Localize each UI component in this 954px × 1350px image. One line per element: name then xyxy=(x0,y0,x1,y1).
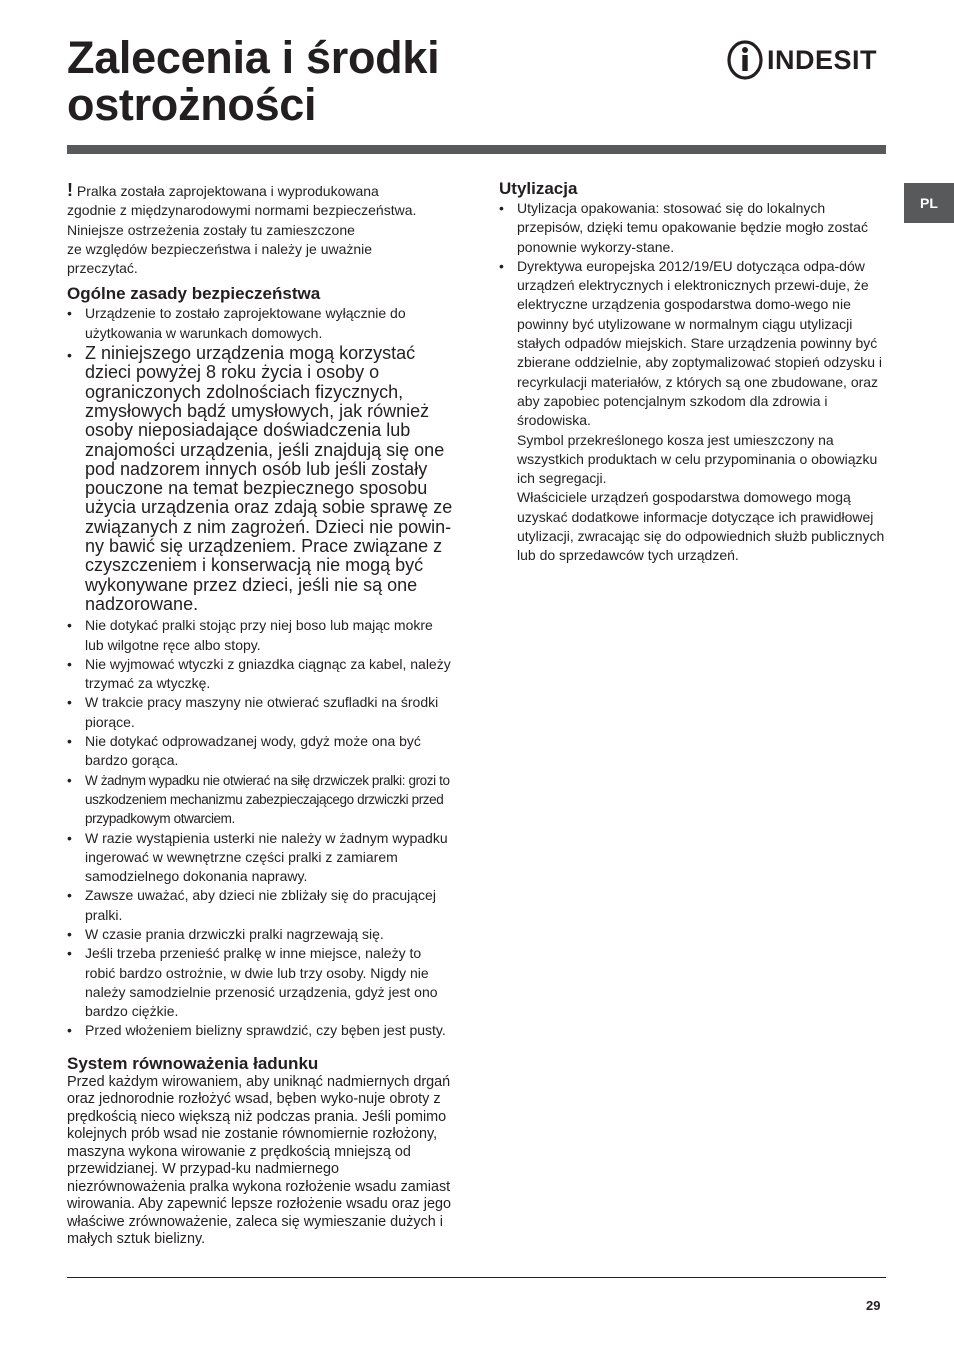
brand-logo xyxy=(726,40,877,80)
list-item: • Zawsze uważać, aby dzieci nie zbliżały się do pracującej pralki. xyxy=(67,886,455,925)
indesit-emblem-icon xyxy=(726,40,764,80)
list-item: • Jeśli trzeba przenieść pralkę w inne miejsce, należy to robić bardzo ostrożnie, w dwie lub trzy osoby. Nigdy nie należy samodzielnie przenosić urządzenia, gdyż jest ono bardzo ciężkie. xyxy=(67,944,455,1021)
list-item: • Nie dotykać odprowadzanej wody, gdyż może ona być bardzo gorąca. xyxy=(67,732,455,771)
right-column xyxy=(499,179,889,566)
list-item: • W trakcie pracy maszyny nie otwierać szufladki na środki piorące. xyxy=(67,693,455,732)
list-item: • W razie wystąpienia usterki nie należy w żadnym wypadku ingerować w wewnętrzne części pralki z zamiarem samodzielnego dokonania naprawy. xyxy=(67,829,455,887)
intro-line-4: ze względów bezpieczeństwa i należy je uważnie xyxy=(67,240,373,257)
list-item: • Przed włożeniem bielizny sprawdzić, czy bęben jest pusty. xyxy=(67,1021,455,1040)
list-item: • W żadnym wypadku nie otwierać na siłę drzwiczek pralki: grozi to uszkodzeniem mechanizmu zabezpieczającego drzwiczki przed przypadkowym otwarciem. xyxy=(67,771,455,829)
intro-line-3: Niniejsze ostrzeżenia zostały tu zamieszczone xyxy=(67,221,355,238)
list-item: • Nie dotykać pralki stojąc przy niej boso lub mając mokre lub wilgotne ręce albo stopy. xyxy=(67,616,455,655)
balance-system-heading: System równoważenia ładunku xyxy=(67,1053,319,1073)
list-item: • Urządzenie to zostało zaprojektowane wyłącznie do użytkowania w warunkach domowych. xyxy=(67,304,455,343)
bin-symbol-paragraph: Symbol przekreślonego kosza jest umieszczony na wszystkich produktach w celu przypominania o obowiązku ich segregacji. xyxy=(517,431,878,487)
balance-system-paragraph: Przed każdym wirowaniem, aby uniknąć nadmiernych drgań oraz jednorodnie rozłożyć wsad, bęben wyko-nuje obroty z prędkością nieco większą niż podczas prania. Jeśli pomimo kolejnych prób wsad nie zostanie równomiernie rozłożony, maszyna wykona wirowanie z prędkością mniejszą od przewidzianej. W przypad-ku nadmiernego niezrównoważenia pralka wykona rozłożenie wsadu zamiast wirowania. Aby zapewnić lepsze rozłożenie wsadu oraz jego właściwe zrównoważenie, zaleca się wymieszanie dużych i małych sztuk bielizny. xyxy=(67,1073,451,1248)
list-item: • Z niniejszego urządzenia mogą korzystać dzieci powyżej 8 roku życia i osoby o ograniczonych zdolnościach fizycznych, zmysłowych bądź umysłowych, jak również osoby nieposiadające doświadczenia lub znajomości urządzenia, jeśli znajdują się one pod nadzorem innych osób lub jeśli zostały pouczone na temat bezpiecznego sposobu użycia urządzenia oraz zdają sobie sprawę ze związanych z nim zagrożeń. Dzieci nie powin-ny bawić się urządzeniem. Prace związane z czyszczeniem i konserwacją nie mogą być wykonywane przez dzieci, jeśli nie są one nadzorowane. xyxy=(67,343,455,616)
disposal-list xyxy=(499,199,889,566)
intro-line-1: Pralka została zaprojektowana i wyprodukowana xyxy=(76,183,379,199)
language-tab: PL xyxy=(904,183,954,223)
intro-line-2: zgodnie z międzynarodowymi normami bezpieczeństwa. xyxy=(67,202,417,219)
general-safety-list xyxy=(67,304,455,1040)
brand-name: INDESIT xyxy=(767,44,878,75)
top-divider xyxy=(67,145,886,154)
list-item: • W czasie prania drzwiczki pralki nagrzewają się. xyxy=(67,925,455,944)
intro-line-5: przeczytać. xyxy=(67,260,138,277)
bottom-divider xyxy=(67,1277,886,1278)
list-item: • Utylizacja opakowania: stosować się do lokalnych przepisów, dzięki temu opakowanie będzie mogło zostać ponownie wykorzy-stane. xyxy=(499,199,889,257)
owners-info-paragraph: Właściciele urządzeń gospodarstwa domowego mogą uzyskać dodatkowe informacje dotyczące ich prawidłowej utylizacji, zwracając się do odpowiednich służb publicznych lub do sprzedawców tych urządzeń. xyxy=(517,489,885,564)
general-safety-heading: Ogólne zasady bezpieczeństwa xyxy=(67,284,321,304)
warning-mark: ! xyxy=(67,180,73,200)
left-column xyxy=(67,181,455,1249)
intro-paragraph xyxy=(67,181,455,278)
title-line-2: ostrożności xyxy=(67,79,317,130)
list-item xyxy=(499,257,889,566)
page-number: 29 xyxy=(866,1298,881,1313)
page-title xyxy=(67,34,627,128)
directive-paragraph: Dyrektywa europejska 2012/19/EU dotycząca odpa-dów urządzeń elektrycznych i elektronicznych przewi-duje, że elektryczne urządzenia gospodarstwa domo-wego nie powinny być utylizowane w normalnym ciągu utylizacji stałych odpadów miejskich. Stare urządzenia powinny być zbierane oddzielnie, aby zoptymalizować stopień odzysku i recyrkulacji materiałów, z których są one zbudowane, oraz aby zapobiec potencjalnym szkodom dla zdrowia i środowiska. xyxy=(517,257,882,429)
title-line-1: Zalecenia i środki xyxy=(67,32,440,83)
disposal-heading: Utylizacja xyxy=(499,179,578,198)
list-item: • Nie wyjmować wtyczki z gniazdka ciągnąc za kabel, należy trzymać za wtyczkę. xyxy=(67,655,455,694)
